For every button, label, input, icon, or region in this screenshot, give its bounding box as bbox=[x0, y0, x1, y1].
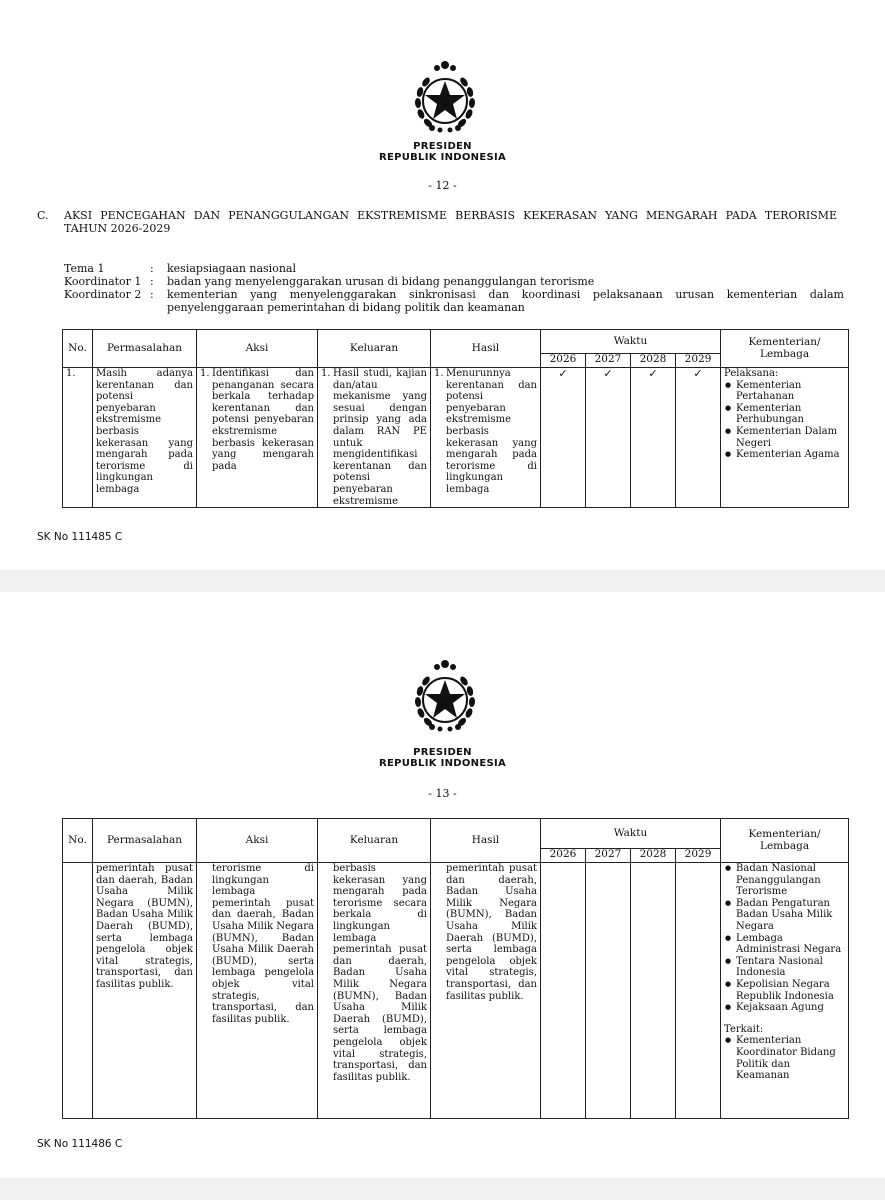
sk-number: SK No 111485 C bbox=[37, 531, 123, 543]
lembaga-item: ● Kejaksaan Agung bbox=[724, 1002, 845, 1014]
col-header-keluaran: Keluaran bbox=[318, 330, 431, 368]
lembaga-item: ● Kementerian Dalam Negeri bbox=[724, 426, 845, 449]
item-number: 1. bbox=[200, 368, 210, 379]
year-header: 2027 bbox=[586, 354, 631, 368]
check-mark-icon: ✓ bbox=[676, 368, 721, 508]
garuda-emblem-icon bbox=[404, 52, 486, 134]
item-number: 1. bbox=[434, 368, 444, 379]
page-13 bbox=[0, 592, 885, 1178]
section-heading bbox=[37, 209, 837, 235]
hasil-text: Menurunnya kerentanan dan potensi penyebaran ekstremisme berbasis kekerasan yang mengarah pada terorisme di lingkungan lembaga bbox=[446, 368, 537, 495]
cell-aksi bbox=[197, 368, 318, 508]
pelaksana-label: Pelaksana: bbox=[724, 368, 779, 379]
year-header: 2028 bbox=[631, 849, 676, 863]
cell-permasalahan: pemerintah pusat dan daerah, Badan Usaha Milik Negara (BUMN), Badan Usaha Milik Daerah (BUMD), serta lembaga pengelola objek vital strategis, transportasi, dan fasilitas publik. bbox=[93, 863, 197, 1119]
meta-row: Koordinator 1 : badan yang menyelenggarakan urusan di bidang penanggulangan terorisme bbox=[64, 275, 844, 288]
cell-aksi bbox=[197, 863, 318, 1119]
col-header-hasil: Hasil bbox=[431, 330, 541, 368]
cell-hasil bbox=[431, 863, 541, 1119]
meta-block bbox=[64, 262, 844, 314]
cell-year bbox=[631, 863, 676, 1119]
action-table bbox=[62, 329, 849, 508]
lembaga-item: ● Badan Nasional Penanggulangan Terorisme bbox=[724, 863, 845, 898]
col-header-aksi: Aksi bbox=[197, 330, 318, 368]
header-line1: PRESIDEN bbox=[413, 747, 472, 758]
garuda-emblem-icon bbox=[404, 651, 486, 733]
header-line1: PRESIDEN bbox=[413, 141, 472, 152]
meta-row: Koordinator 2 : kementerian yang menyelenggarakan sinkronisasi dan koordinasi pelaksanaan urusan kementerian dalam penyelenggaraan pemerintahan di bidang politik dan keamanan bbox=[64, 288, 844, 314]
cell-permasalahan: Masih adanya kerentanan dan potensi penyebaran ekstremisme berbasis kekerasan yang mengarah pada terorisme di lingkungan lembaga bbox=[93, 368, 197, 508]
lembaga-item: ● Kementerian Agama bbox=[724, 449, 845, 461]
lembaga-item: ● Kementerian Pertahanan bbox=[724, 380, 845, 403]
meta-value: kesiapsiagaan nasional bbox=[167, 262, 296, 275]
col-header-waktu: Waktu bbox=[541, 819, 721, 849]
lembaga-item: ● Kementerian Perhubungan bbox=[724, 403, 845, 426]
page-number: - 13 - bbox=[428, 787, 457, 800]
action-table bbox=[62, 818, 849, 1119]
cell-keluaran bbox=[318, 368, 431, 508]
col-header-permasalahan: Permasalahan bbox=[93, 330, 197, 368]
cell-no: 1. bbox=[63, 368, 93, 508]
col-header-hasil: Hasil bbox=[431, 819, 541, 863]
table-row bbox=[63, 863, 849, 1119]
page-12 bbox=[0, 0, 885, 570]
cell-no bbox=[63, 863, 93, 1119]
hasil-text: pemerintah pusat dan daerah, Badan Usaha Milik Negara (BUMN), Badan Usaha Milik Daerah (BUMD), serta lembaga pengelola objek vital strategis, transportasi, dan fasilitas publik. bbox=[446, 863, 537, 1002]
section-letter: C. bbox=[37, 209, 49, 222]
year-header: 2026 bbox=[541, 849, 586, 863]
meta-row: Tema 1 : kesiapsiagaan nasional bbox=[64, 262, 844, 275]
meta-key: Koordinator 1 bbox=[64, 275, 142, 288]
lembaga-item: ● Kepolisian Negara Republik Indonesia bbox=[724, 979, 845, 1002]
lembaga-item: ● Tentara Nasional Indonesia bbox=[724, 956, 845, 979]
header-title bbox=[0, 747, 885, 769]
header-line2: REPUBLIK INDONESIA bbox=[378, 152, 507, 163]
year-header: 2028 bbox=[631, 354, 676, 368]
header-line2: REPUBLIK INDONESIA bbox=[378, 758, 507, 769]
col-header-keluaran: Keluaran bbox=[318, 819, 431, 863]
col-header-aksi: Aksi bbox=[197, 819, 318, 863]
meta-value: badan yang menyelenggarakan urusan di bidang penanggulangan terorisme bbox=[167, 275, 595, 288]
year-header: 2027 bbox=[586, 849, 631, 863]
terkait-label: Terkait: bbox=[724, 1023, 764, 1035]
aksi-text: Identifikasi dan penanganan secara berkala terhadap kerentanan dan potensi penyebaran ekstremisme berbasis kekerasan yang mengarah pada bbox=[212, 368, 314, 472]
meta-key: Koordinator 2 bbox=[64, 288, 142, 301]
section-title: AKSI PENCEGAHAN DAN PENANGGULANGAN EKSTREMISME BERBASIS KEKERASAN YANG MENGARAH PADA TERORISME TAHUN 2026-2029 bbox=[64, 209, 837, 235]
cell-kementerian bbox=[721, 368, 849, 508]
keluaran-text: Hasil studi, kajian dan/atau mekanisme yang sesuai dengan prinsip yang ada dalam RAN PE untuk mengidentifikasi kerentanan dan potensi penyebaran ekstremisme bbox=[333, 368, 427, 507]
header-title bbox=[0, 141, 885, 163]
col-header-no: No. bbox=[63, 819, 93, 863]
cell-keluaran bbox=[318, 863, 431, 1119]
cell-year bbox=[541, 863, 586, 1119]
col-header-kementerian: Kementerian/ Lembaga bbox=[721, 819, 849, 863]
lembaga-item: ● Badan Pengaturan Badan Usaha Milik Negara bbox=[724, 898, 845, 933]
cell-hasil bbox=[431, 368, 541, 508]
check-mark-icon: ✓ bbox=[586, 368, 631, 508]
lembaga-item: ● Kementerian Koordinator Bidang Politik dan Keamanan bbox=[724, 1035, 845, 1081]
sk-number: SK No 111486 C bbox=[37, 1138, 123, 1150]
page-number: - 12 - bbox=[428, 179, 457, 192]
meta-key: Tema 1 bbox=[64, 262, 105, 275]
year-header: 2029 bbox=[676, 849, 721, 863]
check-mark-icon: ✓ bbox=[541, 368, 586, 508]
keluaran-text: berbasis kekerasan yang mengarah pada terorisme secara berkala di lingkungan lembaga pemerintah pusat dan daerah, Badan Usaha Milik Negara (BUMN), Badan Usaha Milik Daerah (BUMD), serta lembaga pengelola objek vital strategis, transportasi, dan fasilitas publik. bbox=[333, 863, 427, 1083]
lembaga-item: ● Lembaga Administrasi Negara bbox=[724, 933, 845, 956]
year-header: 2026 bbox=[541, 354, 586, 368]
check-mark-icon: ✓ bbox=[631, 368, 676, 508]
aksi-text: terorisme di lingkungan lembaga pemerintah pusat dan daerah, Badan Usaha Milik Negara (BUMN), Badan Usaha Milik Daerah (BUMD), serta lembaga pengelola objek vital strategis, transportasi, dan fasilitas publik. bbox=[212, 863, 314, 1025]
cell-year bbox=[676, 863, 721, 1119]
item-number: 1. bbox=[321, 368, 331, 379]
table-row bbox=[63, 368, 849, 508]
year-header: 2029 bbox=[676, 354, 721, 368]
col-header-no: No. bbox=[63, 330, 93, 368]
col-header-kementerian: Kementerian/ Lembaga bbox=[721, 330, 849, 368]
col-header-permasalahan: Permasalahan bbox=[93, 819, 197, 863]
cell-year bbox=[586, 863, 631, 1119]
cell-kementerian bbox=[721, 863, 849, 1119]
meta-value: kementerian yang menyelenggarakan sinkronisasi dan koordinasi pelaksanaan urusan kementerian dalam penyelenggaraan pemerintahan di bidang politik dan keamanan bbox=[167, 288, 844, 314]
col-header-waktu: Waktu bbox=[541, 330, 721, 354]
